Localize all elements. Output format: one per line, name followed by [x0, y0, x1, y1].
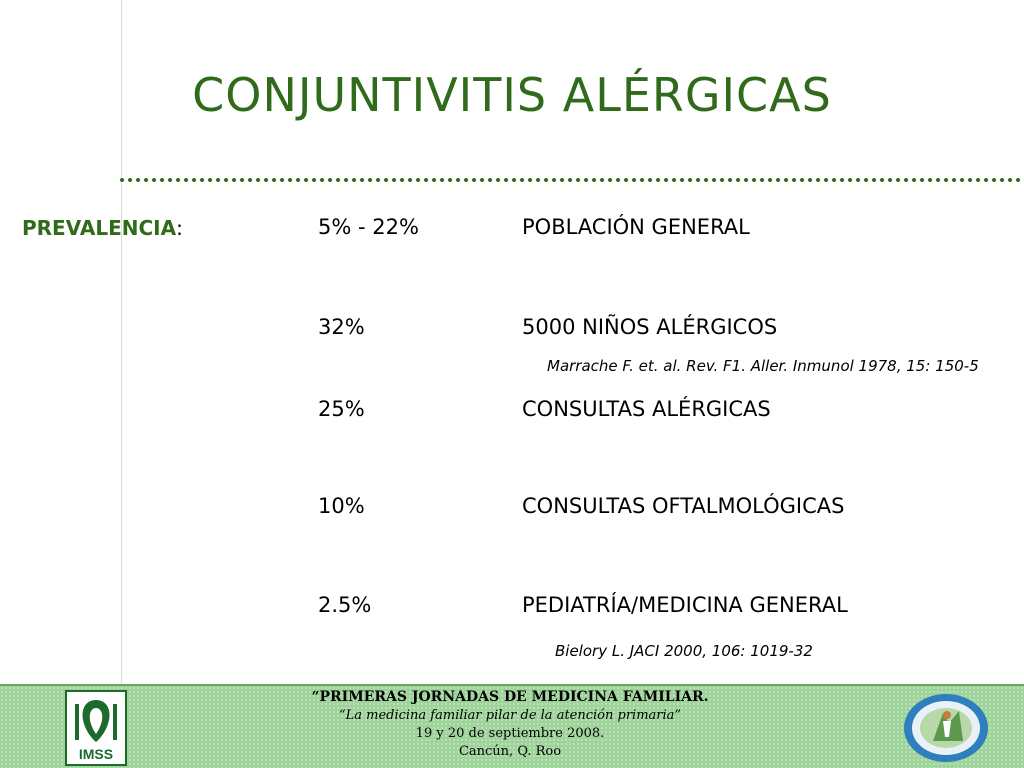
- row-5-label: PEDIATRÍA/MEDICINA GENERAL: [522, 593, 848, 617]
- row-3-label: CONSULTAS ALÉRGICAS: [522, 397, 771, 421]
- row-4-label: CONSULTAS OFTALMOLÓGICAS: [522, 494, 845, 518]
- row-2-percent: 32%: [318, 315, 365, 339]
- slide-title: CONJUNTIVITIS ALÉRGICAS: [192, 68, 832, 122]
- row-4-percent: 10%: [318, 494, 365, 518]
- row-5-percent: 2.5%: [318, 593, 372, 617]
- row-3-percent: 25%: [318, 397, 365, 421]
- footer-event-title: “PRIMERAS JORNADAS DE MEDICINA FAMILIAR.: [311, 689, 709, 705]
- prevalence-heading: [22, 216, 183, 240]
- footer-location: Cancún, Q. Roo: [458, 744, 562, 759]
- citation-bielory: Bielory L. JACI 2000, 106: 1019-32: [555, 642, 813, 660]
- row-1-percent: 5% - 22%: [318, 215, 419, 239]
- footer-slogan: “La medicina familiar pilar de la atención primaria”: [338, 708, 682, 723]
- dotted-separator: [118, 176, 1024, 184]
- row-2-label: 5000 NIÑOS ALÉRGICOS: [522, 315, 778, 339]
- prevalence-label: PREVALENCIA: [22, 216, 177, 240]
- citation-marrache: Marrache F. et. al. Rev. F1. Aller. Inmunol 1978, 15: 150-5: [547, 357, 979, 375]
- prevalence-colon: :: [176, 216, 183, 240]
- imss-logo-icon: [65, 690, 127, 766]
- footer-date: 19 y 20 de septiembre 2008.: [415, 726, 605, 741]
- imss-logo-text: IMSS: [78, 746, 114, 762]
- row-1-label: POBLACIÓN GENERAL: [522, 215, 750, 239]
- round-seal-icon: [903, 693, 989, 763]
